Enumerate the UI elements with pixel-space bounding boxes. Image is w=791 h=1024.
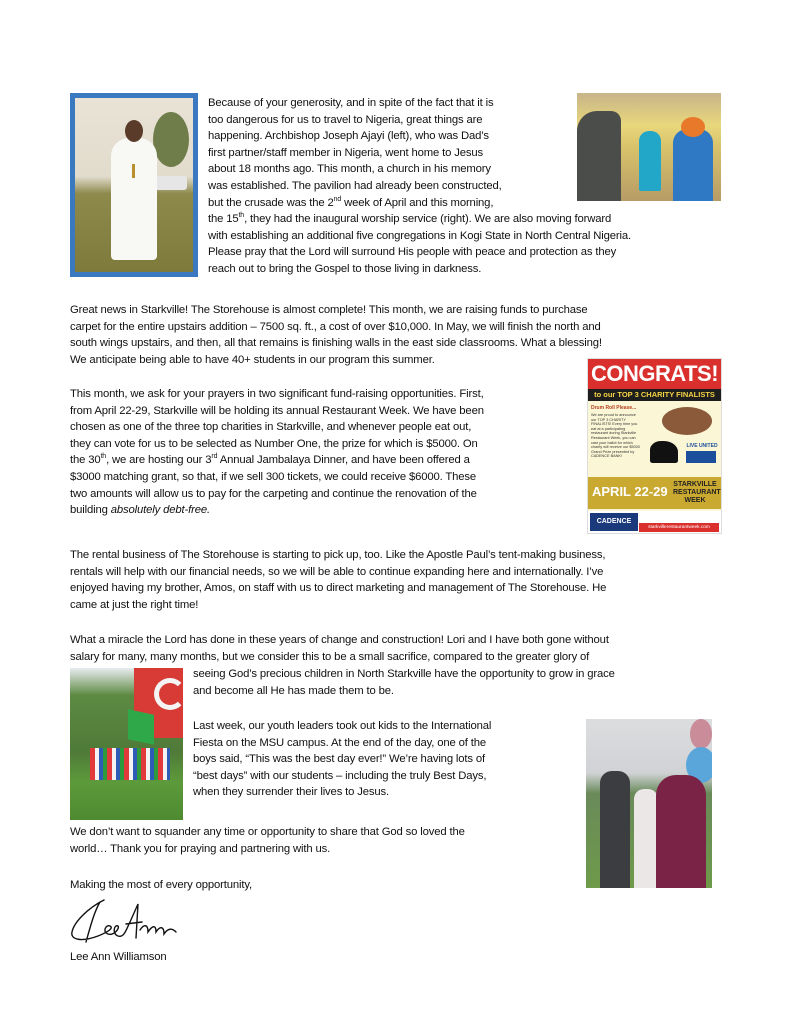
text-line: happening. Archbishop Joseph Ajayi (left), who was Dad’s <box>208 130 489 143</box>
text-line: Great news in Starkville! The Storehouse is almost complete! This month, we are raising funds to purchase <box>70 304 588 316</box>
paragraph-thanks <box>70 824 465 857</box>
white-robe-figure <box>111 138 157 260</box>
text-line: salary for many, many months, but we consider this to be a small sacrifice, compared to the greater glory of <box>70 650 590 663</box>
text-line: from April 22-29, Starkville will be holding its annual Restaurant Week. We have been <box>70 404 484 417</box>
text-line: enjoyed having my brother, Amos, on staff with us to direct marketing and management of The Storehouse. He <box>70 582 607 595</box>
woman-figure <box>673 129 713 201</box>
text-line: two amounts will allow us to pay for the carpeting and continue the renovation of the <box>70 487 477 500</box>
woman-figure <box>639 131 661 191</box>
flyer-drum-roll: Drum Roll Please... <box>591 405 637 411</box>
text-line: world… Thank you for praying and partnering with us. <box>70 842 331 855</box>
cadence-logo: CADENCE <box>590 513 638 531</box>
signer-name: Lee Ann Williamson <box>70 951 167 963</box>
dog-silhouette-icon <box>650 441 678 463</box>
youth-students-photo <box>586 719 712 888</box>
handwritten-signature-icon <box>68 898 186 948</box>
text-line: boys said, “This was the best day ever!” We’re having lots of <box>193 753 486 766</box>
text-line: they can vote for us to be selected as Number One, the prize for which is $5000. On <box>70 437 478 450</box>
flyer-dates: APRIL 22-29 <box>592 484 668 499</box>
flyer-date-band <box>588 477 721 509</box>
green-flag <box>128 709 154 745</box>
text-line: too dangerous for us to travel to Nigeria, great things are <box>208 113 483 126</box>
crescent-shape <box>154 678 183 710</box>
text-line: south wings upstairs, and then, all that remains is finishing walls in the east side classrooms. What a blessing! <box>70 337 602 350</box>
tree-shape <box>153 112 189 167</box>
pectoral-cross <box>132 164 135 178</box>
text-line: “best days” with our students – including the truly Best Days, <box>193 769 487 782</box>
text-line: This month, we ask for your prayers in two significant fund-raising opportunities. First, <box>70 388 484 400</box>
paragraph-starkville <box>70 302 602 368</box>
flyer-body: We are proud to announce our TOP 3 CHARITY FINALISTS! Every time you eat at a participating restaurant during Starkville Restaurant Week, you can cast your ballot for which charity will receive our $5000 Grand Prize presented by CADENCE BANK! <box>591 413 640 459</box>
text-line: Because of your generosity, and in spite of the fact that it is <box>208 97 494 109</box>
person-figure <box>656 775 706 888</box>
head-wrap <box>681 117 705 137</box>
text-line: What a miracle the Lord has done in these years of change and construction! Lori and I have both gone without <box>70 634 609 646</box>
text-line: first partner/staff member in Nigeria, went home to Jesus <box>208 146 484 159</box>
international-fiesta-flags-photo <box>70 668 183 820</box>
text-line: with establishing an additional five congregations in Kogi State in North Central Nigeria. <box>208 229 631 242</box>
text-line: Last week, our youth leaders took out kids to the International <box>193 720 492 732</box>
person-figure <box>634 789 658 888</box>
text-line: $3000 matching grant, so that, if we sell 300 tickets, we could receive $6000. These <box>70 470 477 483</box>
paragraph-nigeria <box>208 95 631 278</box>
text-line: chosen as one of the three top charities in Starkville, and whenever people eat out, <box>70 421 472 434</box>
paragraph-rental <box>70 547 606 613</box>
flyer-url: starkvillerestaurantweek.com <box>639 523 719 532</box>
text-line: the 30th, we are hosting our 3rd Annual Jambalaya Dinner, and have been offered a <box>70 453 470 467</box>
flag-row <box>90 748 170 780</box>
flyer-subheadline: to our TOP 3 CHARITY FINALISTS <box>588 389 721 401</box>
paragraph-miracle-cont <box>193 666 615 699</box>
united-way-logo <box>686 443 718 469</box>
text-line: carpet for the entire upstairs addition – 7500 sq. ft., a cost of over $10,000. In May, we will finish the north and <box>70 320 601 333</box>
flyer-footer <box>588 511 721 534</box>
text-line: rentals will help with our financial needs, so we will be able to continue expanding here and internationally. I’ve <box>70 565 604 578</box>
restaurant-week-flyer <box>587 358 722 534</box>
text-line: We anticipate being able to have 40+ students in our program this summer. <box>70 353 435 366</box>
text-line: was established. The pavilion had already been constructed, <box>208 179 502 192</box>
text-line: and become all He has made them to be. <box>193 684 394 697</box>
text-line: seeing God’s precious children in North Starkville have the opportunity to grow in grace <box>193 668 615 680</box>
medal-logo-icon <box>662 407 712 435</box>
text-line: The rental business of The Storehouse is starting to pick up, too. Like the Apostle Paul’s tent-making business, <box>70 549 606 561</box>
person-figure <box>600 771 630 888</box>
flyer-headline: CONGRATS! <box>588 359 721 389</box>
text-line: reach out to bring the Gospel to those living in darkness. <box>208 262 482 275</box>
archbishop-photo <box>70 93 198 277</box>
text-line: but the crusade was the 2nd week of April and this morning, <box>208 195 494 209</box>
paragraph-fundraising <box>70 386 484 519</box>
text-line: Fiesta on the MSU campus. At the end of the day, one of the <box>193 736 486 749</box>
united-way-box-icon <box>686 451 716 463</box>
paragraph-youth <box>193 718 491 801</box>
flyer-event-name: STARKVILLE RESTAURANT WEEK <box>673 481 721 504</box>
text-line: Please pray that the Lord will surround His people with peace and protection as they <box>208 246 617 259</box>
text-line: when they surrender their lives to Jesus. <box>193 786 390 799</box>
text-line: about 18 months ago. This month, a church in his memory <box>208 163 491 176</box>
figure-head <box>125 120 143 142</box>
text-line: We don’t want to squander any time or opportunity to share that God so loved the <box>70 826 465 838</box>
van-shape <box>155 176 187 190</box>
pink-balloon <box>690 719 712 749</box>
live-united-text: LIVE UNITED <box>686 443 718 449</box>
closing-line: Making the most of every opportunity, <box>70 879 252 891</box>
text-line: the 15th, they had the inaugural worship service (right). We are also moving forward <box>208 212 612 226</box>
text-line: came at just the right time! <box>70 598 199 611</box>
text-line: building absolutely debt-free. <box>70 504 210 517</box>
paragraph-miracle <box>70 632 609 665</box>
